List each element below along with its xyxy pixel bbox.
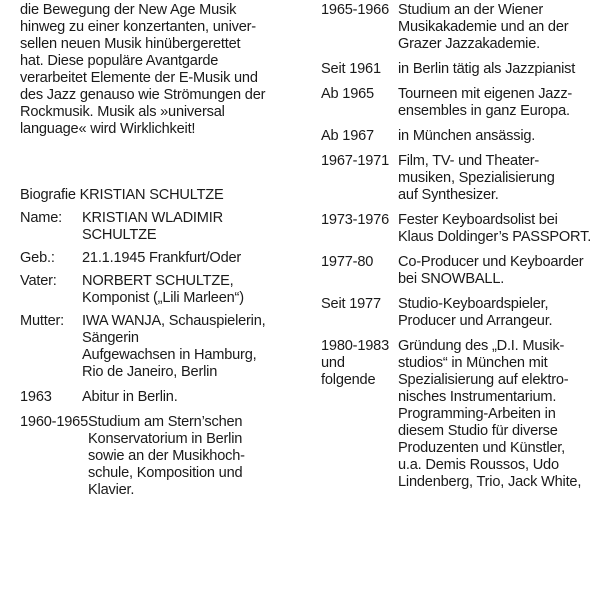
- timeline-desc-line: Studium am Stern’schen: [88, 414, 243, 430]
- timeline-year-line: folgende: [321, 372, 376, 388]
- field-value-line: SCHULTZE: [82, 227, 157, 243]
- timeline-year: [321, 254, 398, 271]
- timeline-description: [398, 128, 535, 145]
- timeline-desc-line: nisches Instrumentarium.: [398, 389, 557, 405]
- field-value-line: KRISTIAN WLADIMIR: [82, 210, 223, 226]
- field-label: Name:: [20, 210, 62, 226]
- intro-line: hat. Diese populäre Avantgarde: [20, 53, 219, 69]
- timeline-desc-line: Tourneen mit eigenen Jazz-: [398, 86, 573, 102]
- timeline-year: [20, 414, 88, 431]
- timeline-year-line: 1960-1965: [20, 414, 88, 430]
- timeline-year: [321, 86, 398, 103]
- timeline-description: [398, 212, 591, 246]
- timeline-entry: [321, 153, 596, 204]
- field-label: Vater:: [20, 273, 57, 289]
- field-name: [20, 210, 300, 244]
- timeline-entry: [321, 254, 596, 288]
- timeline-description: [398, 61, 575, 78]
- timeline-desc-line: Studio-Keyboardspieler,: [398, 296, 549, 312]
- timeline-desc-line: schule, Komposition und: [88, 465, 243, 481]
- timeline-year-line: 1977-80: [321, 254, 374, 270]
- timeline-desc-line: Producer und Arrangeur.: [398, 313, 553, 329]
- field-birth: [20, 250, 300, 267]
- field-value-line: Komponist („Lili Marleen“): [82, 290, 244, 306]
- left-column: [20, 2, 300, 499]
- timeline-year: [20, 389, 82, 406]
- timeline-desc-line: Co-Producer und Keyboarder: [398, 254, 584, 270]
- timeline-description: [398, 296, 552, 330]
- timeline-description: [398, 338, 581, 491]
- timeline-desc-line: Klavier.: [88, 482, 135, 498]
- field-value: [82, 250, 300, 267]
- intro-line: verarbeitet Elemente der E-Musik und: [20, 70, 258, 86]
- field-value: [82, 210, 300, 244]
- timeline-desc-line: diesem Studio für diverse: [398, 423, 558, 439]
- intro-line: Rockmusik. Musik als »universal: [20, 104, 225, 120]
- timeline-desc-line: Produzenten und Künstler,: [398, 440, 566, 456]
- timeline-entry: [321, 212, 596, 246]
- timeline-entry: [321, 86, 596, 120]
- timeline-desc-line: Lindenberg, Trio, Jack White,: [398, 474, 582, 490]
- timeline-desc-line: auf Synthesizer.: [398, 187, 499, 203]
- intro-line: language« wird Wirklichkeit!: [20, 121, 196, 137]
- timeline-year-line: Seit 1977: [321, 296, 381, 312]
- timeline-desc-line: Abitur in Berlin.: [82, 389, 178, 405]
- field-value-line: IWA WANJA, Schauspielerin,: [82, 313, 266, 329]
- timeline-desc-line: bei SNOWBALL.: [398, 271, 505, 287]
- timeline-desc-line: Konservatorium in Berlin: [88, 431, 243, 447]
- timeline-desc-line: Musikakademie und an der: [398, 19, 569, 35]
- timeline-year-line: Seit 1961: [321, 61, 381, 77]
- timeline-year-line: 1980-1983: [321, 338, 389, 354]
- field-value-line: Rio de Janeiro, Berlin: [82, 364, 218, 380]
- timeline-description: [398, 153, 555, 204]
- intro-line: des Jazz genauso wie Strömungen der: [20, 87, 266, 103]
- timeline-desc-line: u.a. Demis Roussos, Udo: [398, 457, 559, 473]
- biography-heading: Biografie KRISTIAN SCHULTZE: [20, 187, 224, 203]
- timeline-desc-line: studios“ in München mit: [398, 355, 548, 371]
- timeline-year-line: Ab 1967: [321, 128, 374, 144]
- timeline-desc-line: Gründung des „D.I. Musik-: [398, 338, 565, 354]
- field-father: [20, 273, 300, 307]
- timeline-description: [398, 86, 572, 120]
- field-label: Geb.:: [20, 250, 55, 266]
- timeline-desc-line: in Berlin tätig als Jazzpianist: [398, 61, 576, 77]
- timeline-desc-line: Grazer Jazzakademie.: [398, 36, 540, 52]
- timeline-description: [82, 389, 178, 406]
- timeline-entry: [321, 2, 596, 53]
- timeline-desc-line: sowie an der Musikhoch-: [88, 448, 245, 464]
- timeline-desc-line: Film, TV- und Theater-: [398, 153, 540, 169]
- timeline-year-line: und: [321, 355, 345, 371]
- timeline-entry: [321, 128, 596, 145]
- timeline-year-line: 1965-1966: [321, 2, 389, 18]
- timeline-entry: [321, 338, 596, 491]
- timeline-year: [321, 2, 398, 19]
- field-value: [82, 273, 300, 307]
- timeline-year-line: 1973-1976: [321, 212, 389, 228]
- field-label: Mutter:: [20, 313, 65, 329]
- timeline-entry: [20, 389, 300, 406]
- intro-line: sellen neuen Musik hinübergerettet: [20, 36, 241, 52]
- timeline-year-line: 1967-1971: [321, 153, 389, 169]
- timeline-description: [88, 414, 245, 499]
- field-value: [82, 313, 300, 381]
- field-mother: [20, 313, 300, 381]
- timeline-desc-line: musiken, Spezialisierung: [398, 170, 555, 186]
- timeline-entry: [20, 414, 300, 499]
- timeline-year: [321, 296, 398, 313]
- timeline-desc-line: ensembles in ganz Europa.: [398, 103, 570, 119]
- timeline-desc-line: Klaus Doldinger’s PASSPORT.: [398, 229, 592, 245]
- intro-line: hinweg zu einer konzertanten, univer-: [20, 19, 256, 35]
- field-value-line: Sängerin: [82, 330, 139, 346]
- timeline-year: [321, 61, 398, 78]
- field-value-line: Aufgewachsen in Hamburg,: [82, 347, 257, 363]
- timeline-year-line: 1963: [20, 389, 52, 405]
- field-value-line: 21.1.1945 Frankfurt/Oder: [82, 250, 242, 266]
- right-column: [321, 2, 596, 491]
- timeline-desc-line: Spezialisierung auf elektro-: [398, 372, 569, 388]
- field-value-line: NORBERT SCHULTZE,: [82, 273, 234, 289]
- timeline-year-line: Ab 1965: [321, 86, 374, 102]
- timeline-description: [398, 2, 568, 53]
- intro-line: die Bewegung der New Age Musik: [20, 2, 237, 18]
- timeline-description: [398, 254, 583, 288]
- timeline-desc-line: Programming-Arbeiten in: [398, 406, 556, 422]
- timeline-year: [321, 153, 398, 170]
- timeline-year: [321, 128, 398, 145]
- timeline-year: [321, 212, 398, 229]
- intro-paragraph: [20, 2, 300, 138]
- timeline-year: [321, 338, 398, 389]
- timeline-entry: [321, 296, 596, 330]
- timeline-desc-line: in München ansässig.: [398, 128, 536, 144]
- timeline-desc-line: Fester Keyboardsolist bei: [398, 212, 558, 228]
- timeline-desc-line: Studium an der Wiener: [398, 2, 544, 18]
- timeline-entry: [321, 61, 596, 78]
